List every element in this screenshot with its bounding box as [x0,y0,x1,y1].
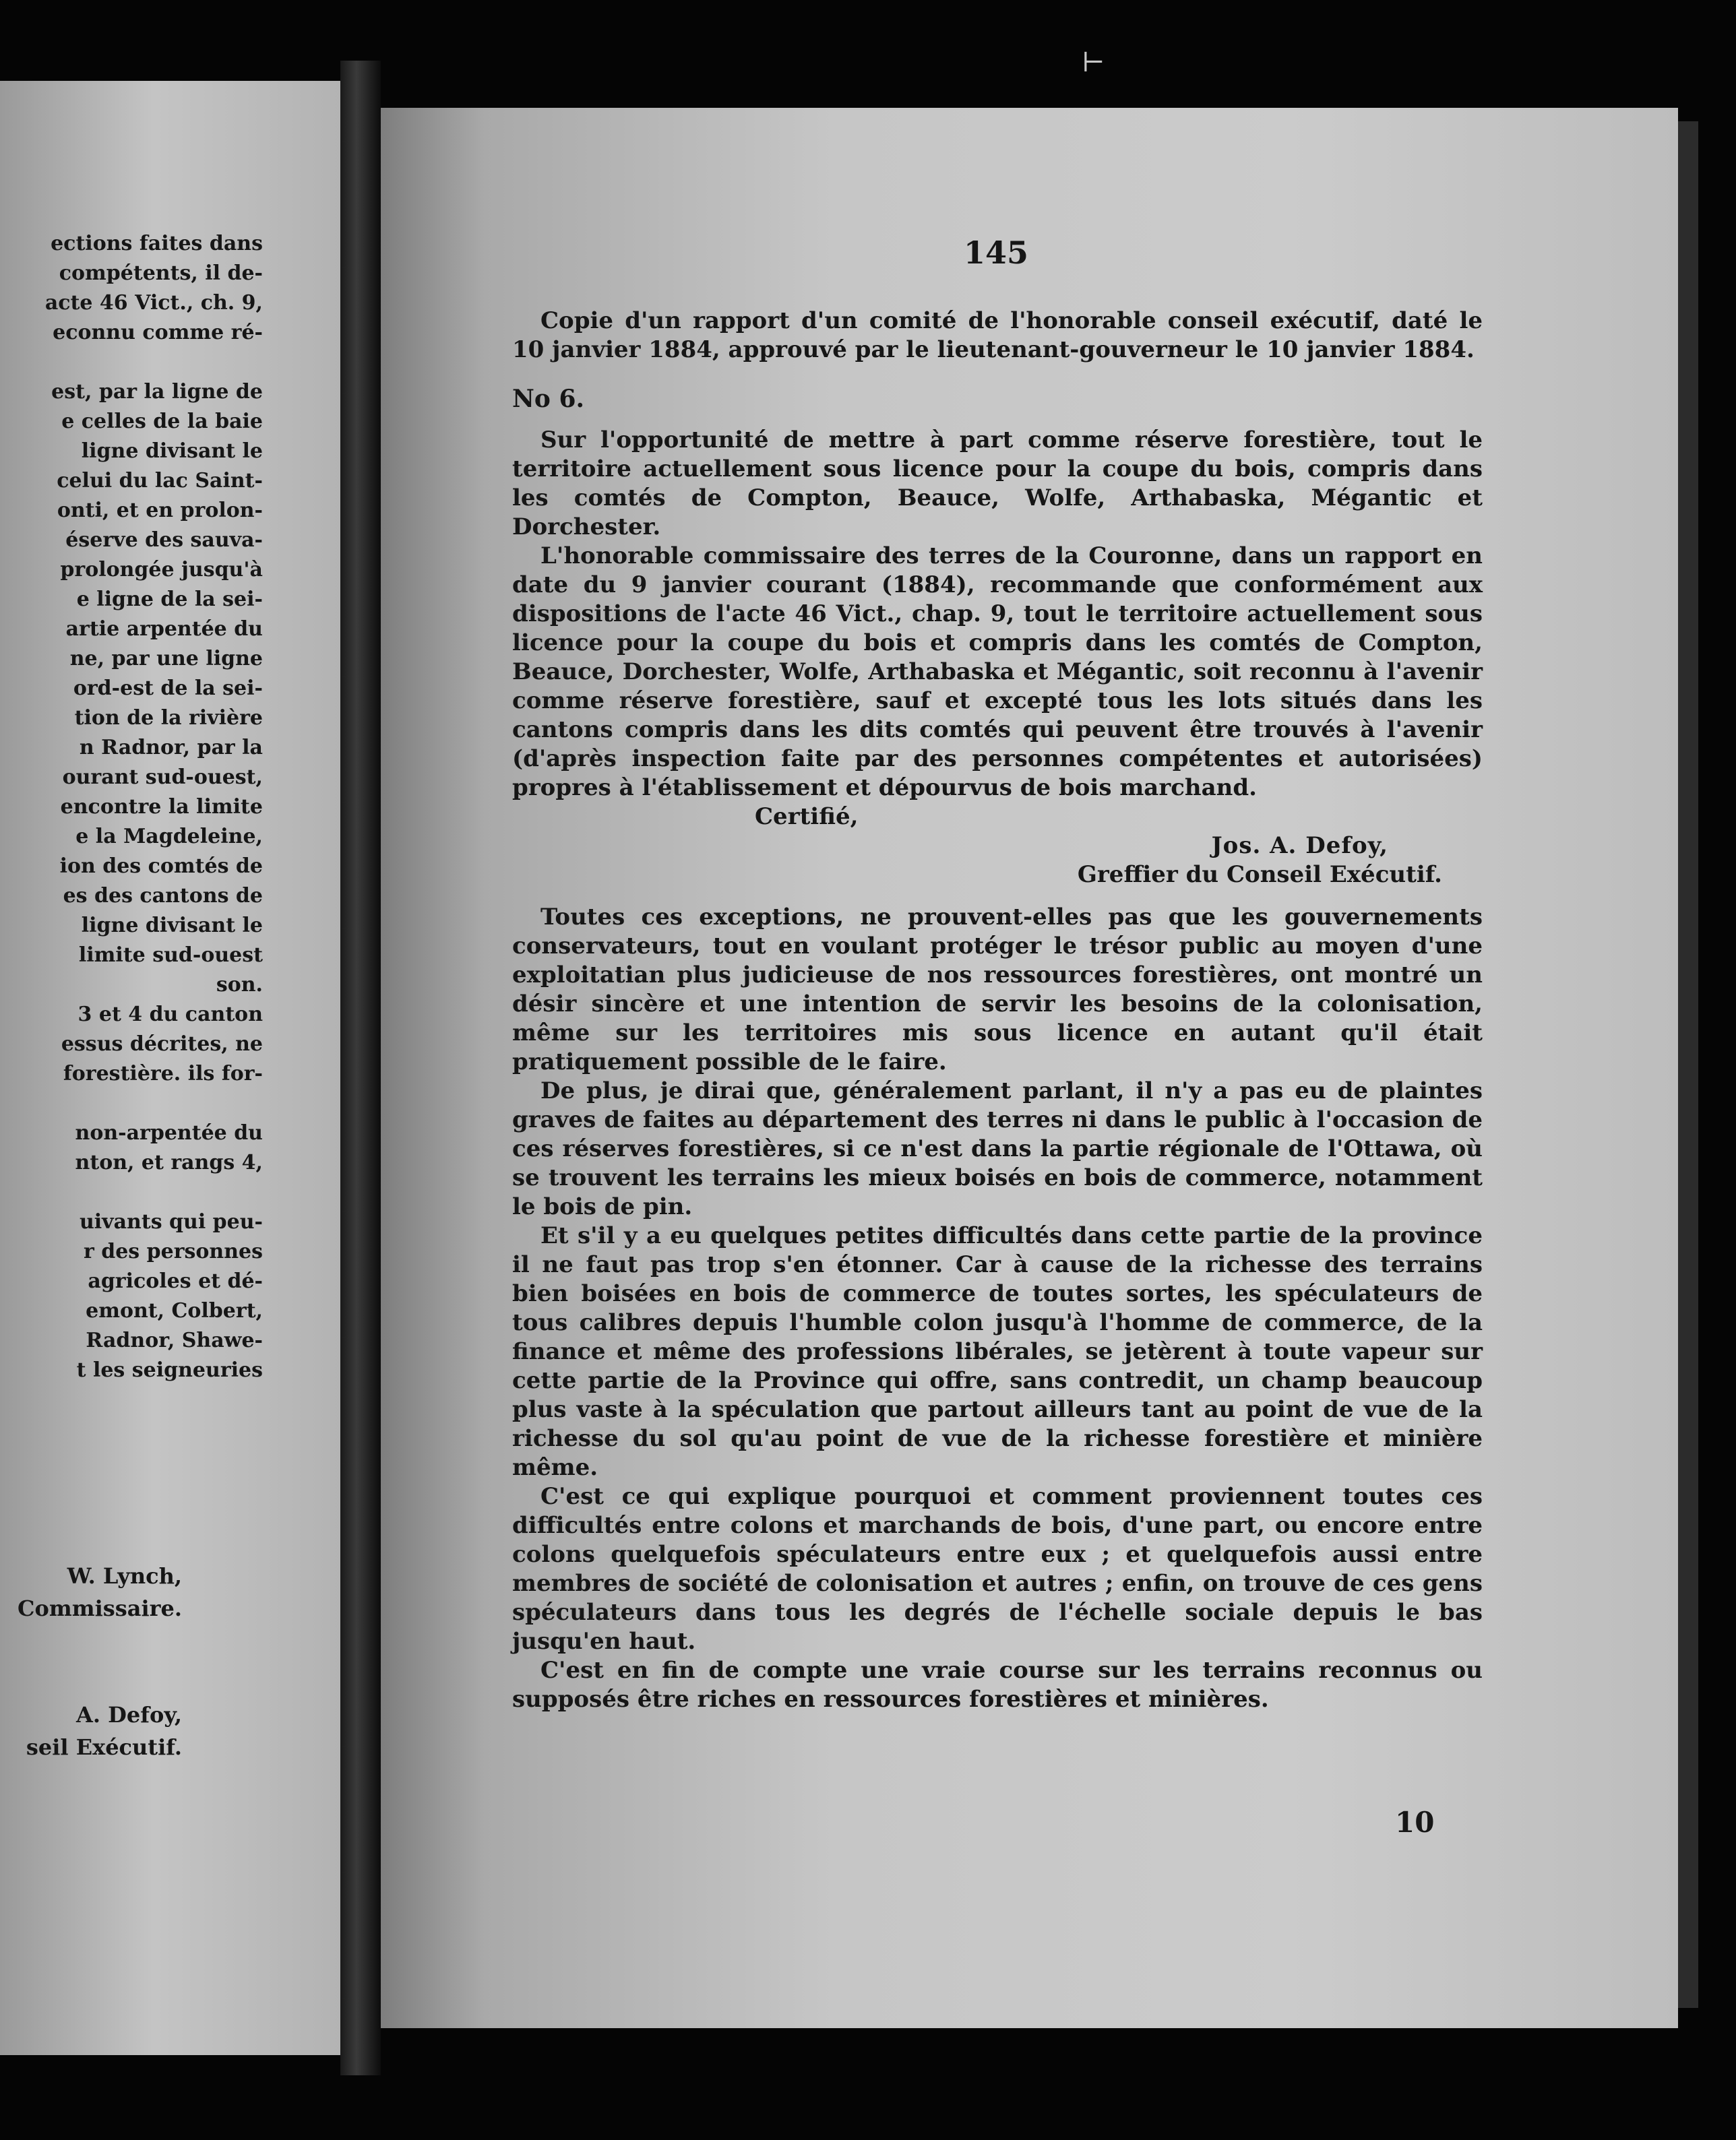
left-line: ourant sud-ouest, [62,765,263,789]
left-line: compétents, il de- [59,261,263,285]
right-page-text [512,307,1483,1714]
left-line: encontre la limite [60,795,263,819]
signature-gap [0,1625,182,1699]
page-edge [1678,121,1698,2008]
book-spine [340,61,381,2075]
defoy-signature: A. Defoy, [76,1702,182,1728]
left-line: limite sud-ouest [78,943,263,967]
defoy-title: seil Exécutif. [26,1734,182,1760]
left-line: ord-est de la sei- [73,676,263,700]
certifie-label: Certifié, [755,803,859,830]
left-line: e ligne de la sei- [76,588,263,611]
left-line: onti, et en prolon- [57,499,263,522]
left-line: emont, Colbert, [86,1299,263,1323]
left-line: ections faites dans [51,232,263,255]
page-number: 145 [964,234,1029,271]
left-line: nton, et rangs 4, [75,1151,263,1174]
lynch-title: Commissaire. [18,1596,182,1621]
left-line: e la Magdeleine, [75,825,263,848]
left-line: tion de la rivière [74,706,263,730]
left-line: ligne divisant le [81,914,263,937]
left-line: forestière. ils for- [63,1062,263,1085]
left-gap [0,1178,263,1207]
folio-number: 10 [1395,1806,1435,1839]
left-line: Radnor, Shawe- [86,1329,263,1352]
left-line: non-arpentée du [75,1121,263,1145]
paragraph-toutes: Toutes ces exceptions, ne prouvent-elles pas que les gouvernements conservateurs, tout en voulant protéger le trésor public au moyen d'une exploitatian plus judicieuse de nos ressources forestières, ont montré un désir sincère et une intention de servir les besoins de la colonisation, même sur les territoires mis sous licence en autant qu'il était pratiquement possible de le faire. [512,904,1483,1075]
lynch-signature: W. Lynch, [67,1563,182,1589]
left-line: ligne divisant le [81,439,263,463]
header-mark: ⊢ [1082,47,1105,78]
left-line: son. [216,973,263,997]
left-page-text [0,229,263,1385]
left-line: artie arpentée du [65,617,263,641]
left-line: ne, par une ligne [69,647,263,670]
number-label: No 6. [512,385,585,413]
signer-title: Greffier du Conseil Exécutif. [1077,861,1442,888]
left-line: prolongée jusqu'à [60,558,263,581]
left-line: ion des comtés de [59,854,263,878]
paragraph-sur: Sur l'opportunité de mettre à part comme réserve forestière, tout le territoire actuellement sous licence pour la coupe du bois, compris dans les comtés de Compton, Beauce, Wolfe, Arthabaska, Mégantic et Dorchester. [512,427,1483,540]
left-line: e celles de la baie [61,410,263,433]
left-line: uivants qui peu- [79,1210,263,1234]
left-line: es des cantons de [63,884,263,908]
left-line: 3 et 4 du canton [78,1003,263,1026]
left-line: agricoles et dé- [88,1269,263,1293]
left-line: acte 46 Vict., ch. 9, [44,291,263,315]
left-line: essus décrites, ne [61,1032,263,1056]
paragraph-de-plus: De plus, je dirai que, généralement parlant, il n'y a pas eu de plaintes graves de faites au département des terres ni dans le public à l'occasion de ces réserves forestières, si ce n'est dans la partie régionale de l'Ottawa, où se trouvent les terrains les mieux boisés en bois de commerce, notamment le bois de pin. [512,1077,1483,1220]
paragraph-honorable: L'honorable commissaire des terres de la Couronne, dans un rapport en date du 9 janvier courant (1884), recommande que conformément aux dispositions de l'acte 46 Vict., chap. 9, tout le territoire actuellement sous licence pour la coupe du bois et compris dans les comtés de Compton, Beauce, Dorchester, Wolfe, Arthabaska et Mégantic, soit reconnu à l'avenir comme réserve forestière, sauf et excepté tous les lots situés dans les cantons compris dans les dits comtés qui peuvent être trouvés à l'avenir (d'après inspection faite par des personnes compétentes et autorisées) propres à l'établissement et dépourvus de bois marchand. [512,542,1483,801]
intro-paragraph: Copie d'un rapport d'un comité de l'honorable conseil exécutif, daté le 10 janvier 1884, approuvé par le lieutenant-gouverneur le 10 janvier 1884. [512,307,1483,363]
paragraph-cest: C'est ce qui explique pourquoi et comment proviennent toutes ces difficultés entre colons et marchands de bois, d'une part, ou encore entre colons quelquefois spéculateurs entre eux ; et quelquefois aussi entre membres de société de colonisation et autres ; enfin, on trouve de ces gens spéculateurs dans tous les degrés de l'échelle sociale depuis le bas jusqu'en haut. [512,1483,1483,1655]
left-line: r des personnes [83,1240,263,1263]
left-line: celui du lac Saint- [57,469,263,493]
paragraph-et: Et s'il y a eu quelques petites difficultés dans cette partie de la province il ne faut pas trop s'en étonner. Car à cause de la richesse des terrains bien boisées en bois de commerce de toutes sortes, les spéculateurs de tous calibres depuis l'humble colon jusqu'à l'homme de commerce, de la finance et même des professions libérales, se jetèrent à toute vapeur sur cette partie de la Province qui offre, sans contredit, un champ beaucoup plus vaste à la spéculation que partout ailleurs tant au point de vue de la richesse du sol qu'au point de vue de la richesse forestière et minière même. [512,1222,1483,1481]
paragraph-final: C'est en fin de compte une vraie course sur les terrains reconnus ou supposés être riches en ressources forestières et minières. [512,1657,1483,1713]
left-line: econnu comme ré- [53,321,263,344]
signer-name: Jos. A. Defoy, [1211,832,1388,859]
left-line: éserve des sauva- [65,528,263,552]
left-line: n Radnor, par la [79,736,263,759]
left-signature-block [0,1560,182,1763]
left-gap [0,348,263,377]
left-gap [0,1089,263,1119]
left-line: t les seigneuries [76,1358,263,1382]
left-line: est, par la ligne de [51,380,263,404]
